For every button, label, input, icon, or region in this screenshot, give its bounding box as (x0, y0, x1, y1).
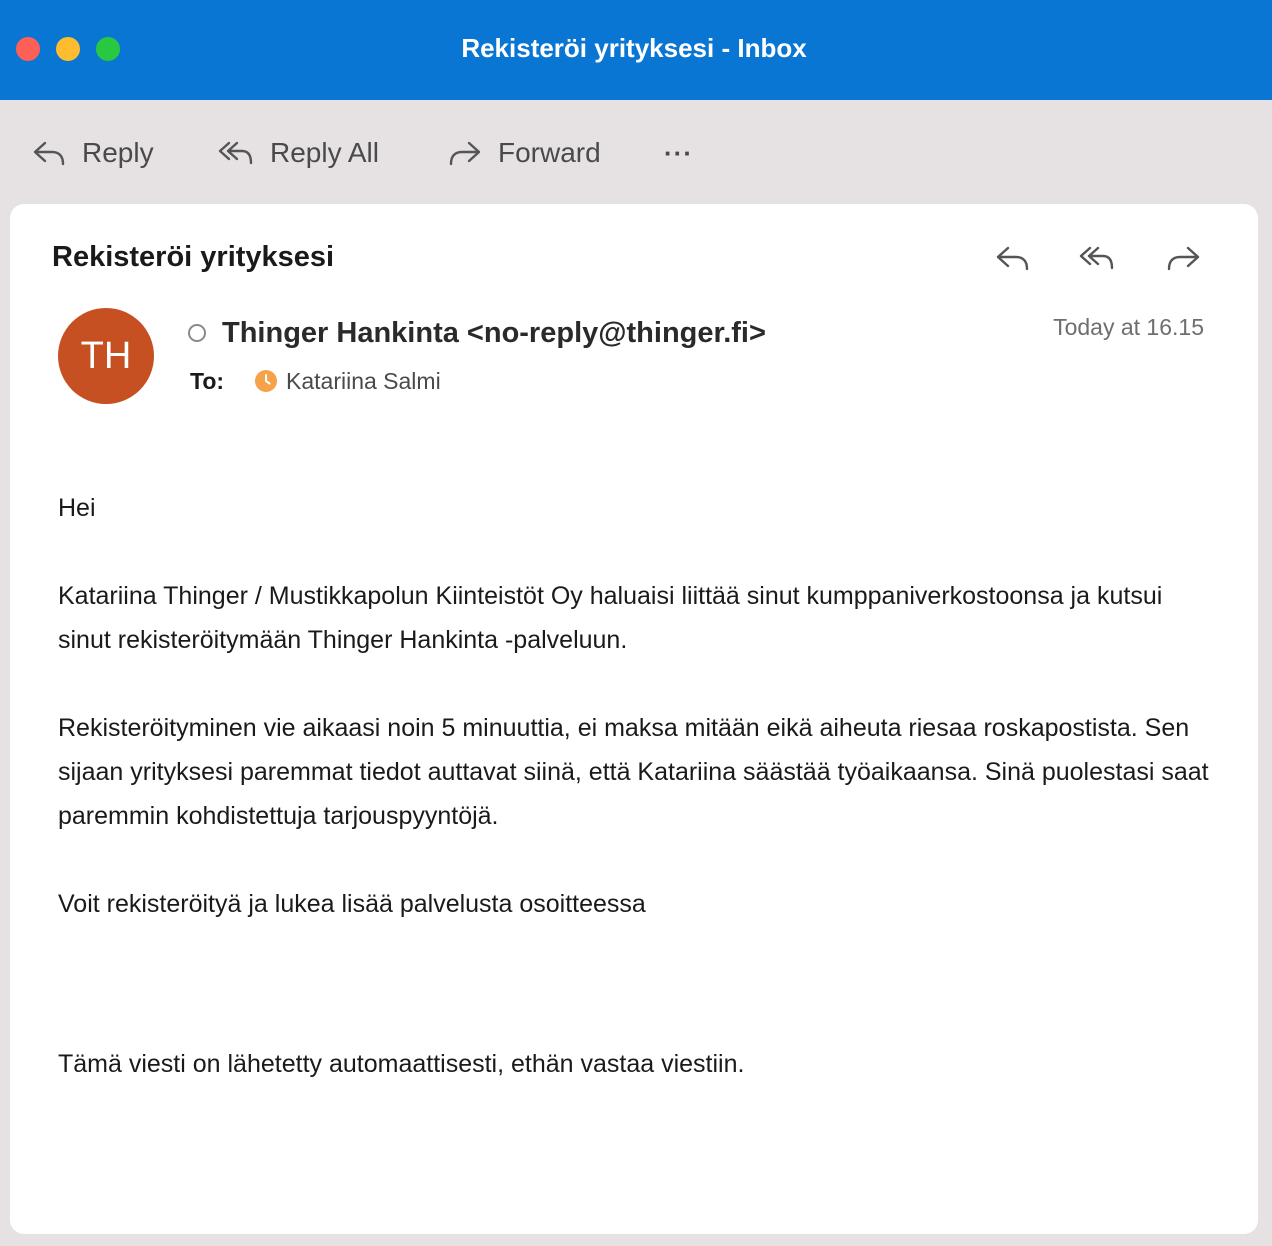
reply-button[interactable] (32, 130, 154, 176)
window-title: Rekisteröi yrityksesi - Inbox (461, 33, 807, 63)
toolbar (0, 100, 1272, 204)
reply-icon (32, 138, 66, 168)
recipient-status-icon (254, 369, 278, 393)
header-reply-icon[interactable] (994, 238, 1034, 278)
reply-label: Reply (82, 137, 154, 168)
body-paragraph: Katariina Thinger / Mustikkapolun Kiinteistöt Oy haluaisi liittää sinut kumppaniverkostoonsa ja kutsui sinut rekisteröitymään Thinger Hankinta -palveluun. (58, 582, 1163, 654)
recipient-name[interactable]: Katariina Salmi (286, 368, 441, 394)
forward-icon (448, 138, 482, 168)
read-status-icon[interactable] (188, 324, 206, 342)
reply-all-button[interactable] (218, 130, 379, 176)
body-footer: Tämä viesti on lähetetty automaattisesti, ethän vastaa viestiin. (58, 1050, 745, 1078)
body-paragraph: Voit rekisteröityä ja lukea lisää palvelusta osoitteessa (58, 890, 646, 918)
header-forward-icon[interactable] (1162, 238, 1202, 278)
reply-all-icon (218, 138, 254, 168)
message-pane (10, 204, 1258, 1234)
to-label: To: (190, 368, 225, 394)
sender-name[interactable]: Thinger Hankinta <no-reply@thinger.fi> (222, 317, 766, 349)
reply-all-label: Reply All (270, 137, 379, 168)
more-actions-button[interactable] (664, 130, 693, 176)
title-bar (0, 0, 1272, 100)
message-timestamp: Today at 16.15 (1053, 314, 1204, 340)
sender-avatar: TH (58, 308, 154, 404)
message-subject: Rekisteröi yrityksesi (52, 241, 335, 273)
body-greeting: Hei (58, 494, 96, 522)
more-icon: ··· (664, 137, 693, 168)
forward-label: Forward (498, 137, 601, 168)
body-paragraph: Rekisteröityminen vie aikaasi noin 5 minuuttia, ei maksa mitään eikä aiheuta riesaa roskapostista. Sen sijaan yrityksesi paremmat tiedot auttavat siinä, että Katariina säästää työaikaansa. Sinä puolestasi saat paremmin kohdistettuja tarjouspyyntöjä. (58, 714, 1209, 830)
header-reply-all-icon[interactable] (1078, 238, 1118, 278)
forward-button[interactable] (448, 130, 601, 176)
